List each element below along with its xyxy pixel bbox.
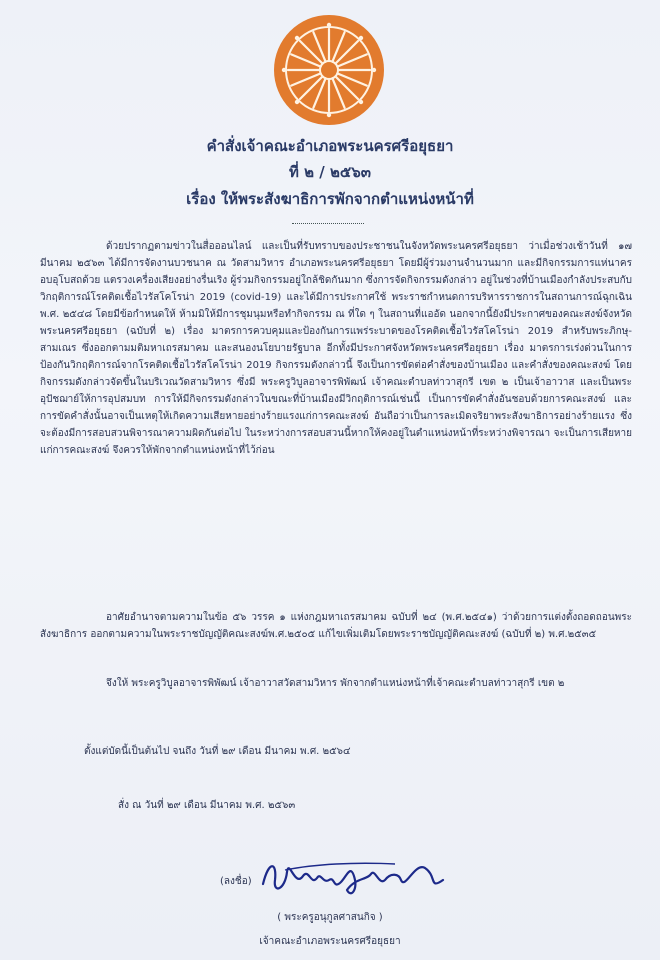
dotted-separator	[292, 223, 364, 224]
effective-period: ตั้งแต่บัดนี้เป็นต้นไป จนถึง วันที่ ๒๙ เดือน มีนาคม พ.ศ. ๒๕๖๔	[84, 746, 351, 757]
signature-label: (ลงชื่อ)	[220, 876, 252, 887]
dharma-wheel-seal-icon	[273, 14, 385, 126]
document-title: คำสั่งเจ้าคณะอำเภอพระนครศรีอยุธยา	[206, 137, 454, 155]
subject-line: เรื่อง ให้พระสังฆาธิการพักจากตำแหน่งหน้าที่	[186, 190, 474, 208]
signatory-name: ( พระครูอนุกูลศาสนกิจ )	[277, 912, 383, 923]
body-paragraph-1: ด้วยปรากฏตามข่าวในสื่อออนไลน์ และเป็นที่รับทราบของประชาชนในจังหวัดพระนครศรีอยุธยา ว่าเมื่อช่วงเช้าวันที่ ๑๗ มีนาคม ๒๕๖๓ ได้มีการจัดงานบวชนาค ณ วัดสามวิหาร อำเภอพระนครศรีอยุธยา โดยมีผู้ร่วมงานจำนวนมาก และมีกิจกรรมการแห่นาครอบอุโบสถด้วย แตรวงเครื่องเสียงอย่างรื่นเริง ผู้ร่วมกิจกรรมอยู่ใกล้ชิดกันมาก ซึ่งการจัดกิจกรรมดังกล่าว อยู่ในช่วงที่บ้านเมืองกำลังประสบกับวิกฤติการณ์โรคติดเชื้อไวรัสโคโรน่า 2019 (covid-19) และได้มีการประกาศใช้ พระราชกำหนดการบริหารราชการในสถานการณ์ฉุกเฉิน พ.ศ. ๒๕๔๘ โดยมีข้อกำหนดให้ ห้ามมิให้มีการชุมนุมหรือทำกิจกรรม ณ ที่ใด ๆ ในสถานที่แออัด นอกจากนี้ยังมีประกาศของคณะสงฆ์จังหวัดพระนครศรีอยุธยา (ฉบับที่ ๒) เรื่อง มาตรการควบคุมและป้องกันการแพร่ระบาดของโรคติดเชื้อไวรัสโคโรน่า 2019 สำหรับพระภิกษุ-สามเณร ซึ่งออกตามมติมหาเถรสมาคม และสนองนโยบายรัฐบาล อีกทั้งมีประกาศจังหวัดพระนครศรีอยุธยา เรื่อง มาตรการเร่งด่วนในการป้องกันวิกฤติการณ์จากโรคติดเชื้อไวรัสโคโรน่า 2019 กิจกรรมดังกล่าวนี้ จึงเป็นการขัดต่อคำสั่งของบ้านเมือง และคำสั่งของคณะสงฆ์ โดยกิจกรรมดังกล่าวจัดขึ้นในบริเวณวัดสามวิหาร ซึ่งมี พระครูวิบูลอาจารพิพัฒน์ เจ้าคณะตำบลท่าวาสุกรี เขต ๒ เป็นเจ้าอาวาส และเป็นพระอุปัชฌาย์ให้การอุปสมบท การให้มีกิจกรรมดังกล่าวในขณะที่บ้านเมืองมีวิกฤติการณ์เช่นนี้ เป็นการขัดคำสั่งอันชอบด้วยการคณะสงฆ์ และการขัดคำสั่งนั้นอาจเป็นเหตุให้เกิดความเสียหายอย่างร้ายแรงแก่การคณะสงฆ์ อันถือว่าเป็นการละเมิดจริยาพระสังฆาธิการอย่างร้ายแรง ซึ่งจะต้องมีการสอบสวนพิจารณาความผิดกันต่อไป ในระหว่างการสอบสวนนี้หากให้คงอยู่ในตำแหน่งหน้าที่ระหว่างพิจารณา จะเป็นการเสียหายแก่การคณะสงฆ์ จึงควรให้พักจากตำแหน่งหน้าที่ไว้ก่อน	[40, 241, 632, 456]
handwritten-signature	[255, 850, 455, 902]
body-paragraph-2: อาศัยอำนาจตามความในข้อ ๕๖ วรรค ๑ แห่งกฎมหาเถรสมาคม ฉบับที่ ๒๔ (พ.ศ.๒๕๔๑) ว่าด้วยการแต่งตั้งถอดถอนพระสังฆาธิการ ออกตามความในพระราชบัญญัติคณะสงฆ์พ.ศ.๒๕๐๕ แก้ไขเพิ่มเติมโดยพระราชบัญญัติคณะสงฆ์ (ฉบับที่ ๒) พ.ศ.๒๕๓๕	[40, 612, 632, 640]
signatory-position: เจ้าคณะอำเภอพระนครศรีอยุธยา	[259, 936, 401, 947]
body-paragraph-3: จึงให้ พระครูวิบูลอาจารพิพัฒน์ เจ้าอาวาสวัดสามวิหาร พักจากตำแหน่งหน้าที่เจ้าคณะตำบลท่าวาสุกรี เขต ๒	[106, 678, 565, 689]
order-date: สั่ง ณ วันที่ ๒๙ เดือน มีนาคม พ.ศ. ๒๕๖๓	[118, 800, 296, 811]
signature-block	[220, 850, 480, 910]
order-number: ที่ ๒ / ๒๕๖๓	[289, 163, 371, 181]
